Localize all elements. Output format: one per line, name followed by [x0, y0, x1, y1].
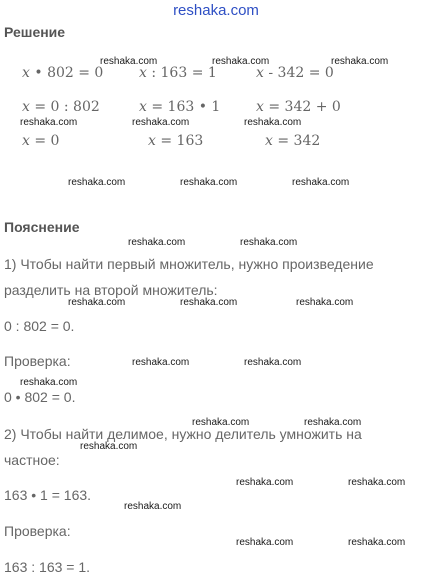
watermark: reshaka.com — [20, 117, 78, 128]
watermark: reshaka.com — [331, 56, 389, 67]
watermark: reshaka.com — [244, 117, 302, 128]
watermark: reshaka.com — [132, 117, 190, 128]
watermark: reshaka.com — [68, 297, 126, 308]
equation-2-1: x : 163 = 1 — [139, 65, 217, 81]
watermark: reshaka.com — [132, 357, 190, 368]
equation-2-3: x = 163 — [148, 133, 204, 149]
watermark: reshaka.com — [236, 477, 294, 488]
explanation-line: 2) Чтобы найти делимое, нужно делитель умножить на — [4, 426, 362, 442]
explanation-line: Проверка: — [4, 353, 71, 369]
watermark: reshaka.com — [296, 297, 354, 308]
site-title[interactable]: reshaka.com — [173, 2, 259, 19]
equation-2-2: x = 163 • 1 — [139, 99, 221, 115]
watermark: reshaka.com — [20, 377, 78, 388]
equation-3-1: x - 342 = 0 — [256, 65, 334, 81]
watermark: reshaka.com — [128, 237, 186, 248]
watermark: reshaka.com — [180, 177, 238, 188]
explanation-line: Проверка: — [4, 523, 71, 539]
solution-heading: Решение — [4, 24, 66, 40]
watermark: reshaka.com — [212, 56, 270, 67]
watermark: reshaka.com — [80, 441, 138, 452]
equation-1-2: x = 0 : 802 — [22, 99, 100, 115]
equation-1-3: x = 0 — [22, 133, 60, 149]
equation-3-2: x = 342 + 0 — [256, 99, 341, 115]
explanation-line: частное: — [4, 452, 60, 468]
watermark: reshaka.com — [240, 237, 298, 248]
watermark: reshaka.com — [244, 357, 302, 368]
explanation-line: разделить на второй множитель: — [4, 282, 218, 298]
watermark: reshaka.com — [68, 177, 126, 188]
watermark: reshaka.com — [180, 297, 238, 308]
explanation-line: 0 • 802 = 0. — [4, 389, 76, 405]
watermark: reshaka.com — [124, 501, 182, 512]
watermark: reshaka.com — [100, 56, 158, 67]
watermark: reshaka.com — [292, 177, 350, 188]
explanation-line: 163 : 163 = 1. — [4, 559, 91, 575]
watermark: reshaka.com — [192, 417, 250, 428]
equation-1-1: x • 802 = 0 — [22, 65, 104, 81]
watermark: reshaka.com — [236, 537, 294, 548]
explanation-heading: Пояснение — [4, 219, 80, 235]
watermark: reshaka.com — [348, 537, 406, 548]
watermark: reshaka.com — [304, 417, 362, 428]
explanation-line: 163 • 1 = 163. — [4, 487, 92, 503]
equation-3-3: x = 342 — [265, 133, 321, 149]
watermark: reshaka.com — [348, 477, 406, 488]
explanation-line: 1) Чтобы найти первый множитель, нужно произведение — [4, 256, 374, 272]
explanation-line: 0 : 802 = 0. — [4, 318, 75, 334]
